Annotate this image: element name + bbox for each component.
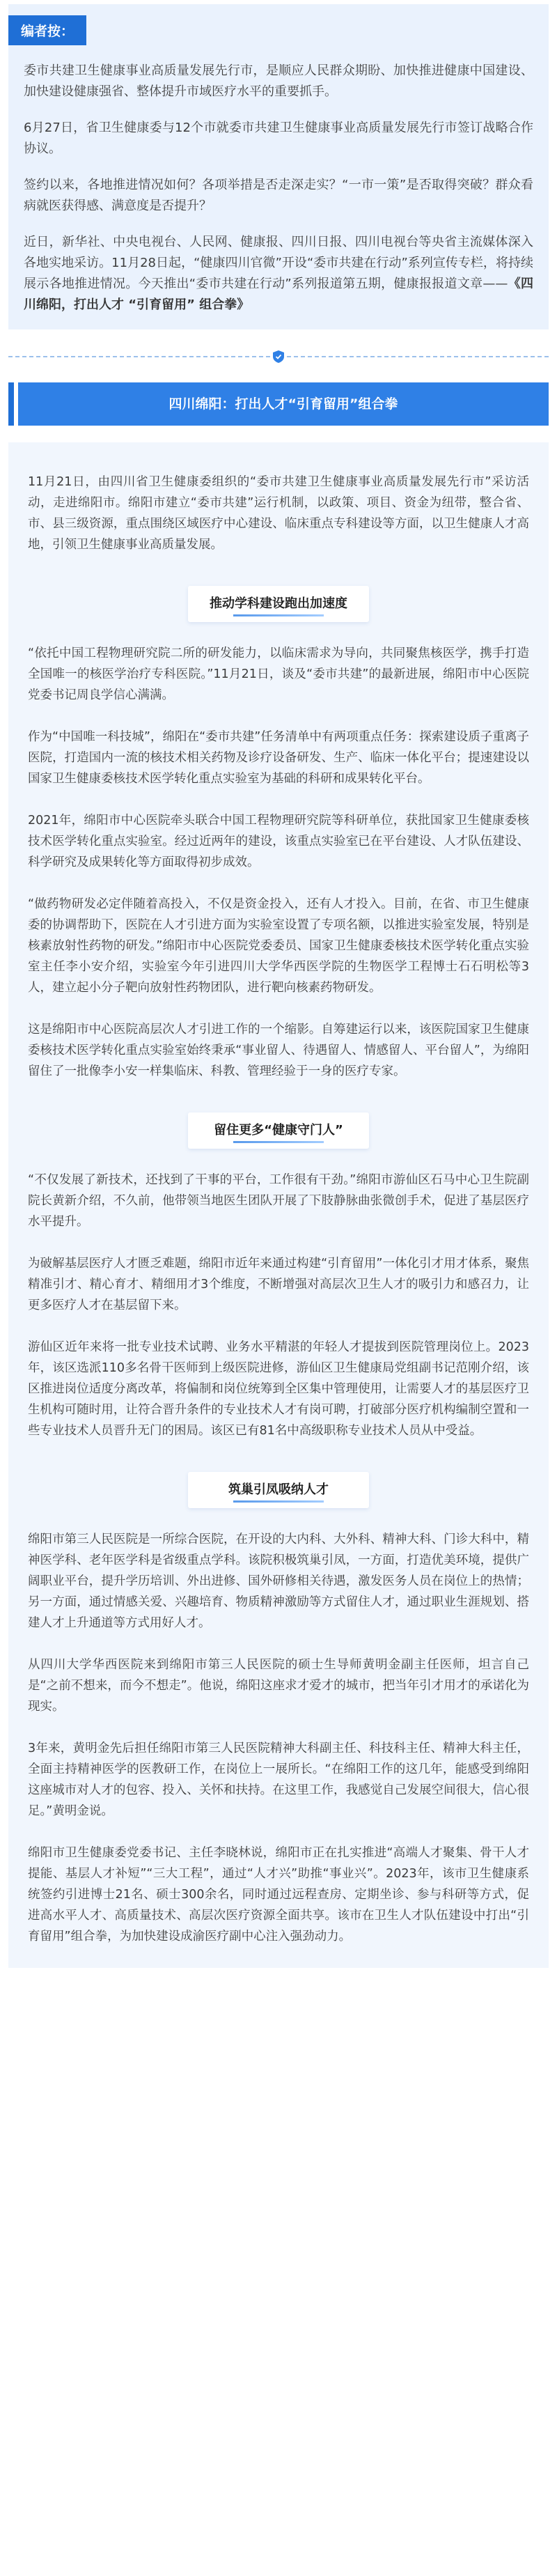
article-paragraph: 作为“中国唯一科技城”，绵阳在“委市共建”任务清单中有两项重点任务：探索建设质子重离子医院，打造国内一流的核技术相关药物及诊疗设备研发、生产、临床一体化平台；提速建设以国家卫生健康委核技术医学转化重点实验室为基础的科研和成果转化平台。: [28, 730, 529, 786]
article-body: [8, 442, 549, 1968]
editor-note-paragraph: 签约以来，各地推进情况如何？各项举措是否走深走实？“一市一策”是否取得突破？群众看病就医获得感、满意度是否提升？: [24, 178, 533, 213]
shield-icon: [271, 349, 286, 364]
section-heading: [188, 1472, 369, 1508]
article-paragraph: “不仅发展了新技术，还找到了干事的平台，工作很有干劲。”绵阳市游仙区石马中心卫生院副院长黄新介绍，不久前，他带领当地医生团队开展了下肢静脉曲张微创手术，促进了基层医疗水平提升。: [28, 1173, 529, 1229]
article-paragraph: 2021年，绵阳市中心医院牵头联合中国工程物理研究院等科研单位，获批国家卫生健康委核技术医学转化重点实验室。经过近两年的建设，该重点实验室已在平台建设、人才队伍建设、科学研究及成果转化等方面取得初步成效。: [28, 814, 529, 869]
article-intro: 11月21日，由四川省卫生健康委组织的“委市共建卫生健康事业高质量发展先行市”采访活动，走进绵阳市。绵阳市建立“委市共建”运行机制，以政策、项目、资金为纽带，整合省、市、县三级资源，重点围绕区域医疗中心建设、临床重点专科建设等方面，以卫生健康人才高地，引领卫生健康事业高质量发展。: [28, 475, 529, 552]
article-paragraph: 游仙区近年来将一批专业技术试聘、业务水平精湛的年轻人才提拔到医院管理岗位上。2023年，该区选派110多名骨干医师到上级医院进修，游仙区卫生健康局党组副书记范刚介绍，该区推进岗位适度分离改革，将偏制和岗位统筹到全区集中管理使用，让需要人才的基层医疗卫生机构可随时用，让符合晋升条件的专业技术人才有岗可聘，打破部分医疗机构编制空置和一些专业技术人员晋升无门的困局。该区已有81名中高级职称专业技术人员从中受益。: [28, 1340, 529, 1438]
editor-note-text: 近日，新华社、中央电视台、人民网、健康报、四川日报、四川电视台等央省主流媒体深入各地实地采访。11月28日起，“健康四川官微”开设“委市共建在行动”系列宣传专栏，将持续展示各地推进情况。今天推出“委市共建在行动”系列报道第五期，健康报报道文章——: [24, 235, 533, 291]
article-paragraph: “做药物研发必定伴随着高投入，不仅是资金投入，还有人才投入。目前，在省、市卫生健康委的协调帮助下，医院在人才引进方面为实验室设置了专项名额，以推进实验室发展，特别是核素放射性药物的研发。”绵阳市中心医院党委委员、国家卫生健康委核技术医学转化重点实验室主任李小安介绍，实验室今年引进四川大学华西医学院的生物医学工程博士石石明松等3人，建立起小分子靶向放射性药物团队，进行靶向核素药物研发。: [28, 897, 529, 995]
section-heading: [188, 586, 369, 622]
heading-underline: [233, 614, 324, 616]
editor-note-paragraph: 6月27日，省卫生健康委与12个市就委市共建卫生健康事业高质量发展先行市签订战略合作协议。: [24, 121, 533, 156]
heading-underline: [233, 1500, 324, 1503]
heading-underline: [233, 1141, 324, 1143]
article-paragraph: 绵阳市卫生健康委党委书记、主任李晓林说，绵阳市正在扎实推进“高端人才聚集、骨干人才提能、基层人才补短”“三大工程”，通过“人才兴”助推“事业兴”。2023年，该市卫生健康系统签约引进博士21名、硕士300余名，同时通过远程查房、定期坐诊、参与科研等方式，促进高水平人才、高质量技术、高层次医疗资源全面共享。该市在卫生人才队伍建设中打出“引育留用”组合拳，为加快建设成渝医疗副中心注入强劲动力。: [28, 1846, 529, 1943]
article-paragraph: 从四川大学华西医院来到绵阳市第三人民医院的硕士生导师黄明金副主任医师，坦言自己是“之前不想来，而今不想走”。他说，绵阳这座求才爱才的城市，把当年引才用才的承诺化为现实。: [28, 1658, 529, 1714]
editor-note-paragraph: 委市共建卫生健康事业高质量发展先行市，是顺应人民群众期盼、加快推进健康中国建设、加快建设健康强省、整体提升市域医疗水平的重要抓手。: [24, 63, 533, 99]
section-divider: [8, 342, 549, 370]
editor-note-article-link[interactable]: 《四川绵阳，打出人才 “引育留用” 组合拳》: [24, 277, 534, 312]
article-page: [0, 4, 557, 1996]
editor-note: [8, 4, 549, 329]
editor-note-tag: 编者按：: [8, 15, 86, 45]
article-title-banner: [8, 382, 549, 426]
banner-accent-bar: [8, 382, 14, 426]
article-paragraph: 为破解基层医疗人才匮乏难题，绵阳市近年来通过构建“引育留用”一体化引才用才体系，聚焦精准引才、精心育才、精细用才3个维度，不断增强对高层次卫生人才的吸引力和感召力，让更多医疗人才在基层留下来。: [28, 1257, 529, 1312]
section-heading-text: 留住更多“健康守门人”: [214, 1123, 343, 1138]
section-heading-text: 推动学科建设跑出加速度: [210, 596, 347, 611]
article-paragraph: “依托中国工程物理研究院二所的研发能力，以临床需求为导向，共同聚焦核医学，携手打造全国唯一的核医学治疗专科医院。”11月21日，谈及“委市共建”的最新进展，绵阳市中心医院党委书记周良学信心满满。: [28, 646, 529, 702]
section-heading-text: 筑巢引凤吸纳人才: [228, 1482, 329, 1497]
article-paragraph: 这是绵阳市中心医院高层次人才引进工作的一个缩影。自筹建运行以来，该医院国家卫生健康委核技术医学转化重点实验室始终秉承“事业留人、待遇留人、情感留人、平台留人”，为绵阳留住了一批像李小安一样集临床、科教、管理经验于一身的医疗专家。: [28, 1023, 529, 1078]
section-heading: [188, 1112, 369, 1149]
editor-note-paragraph: [24, 232, 533, 316]
article-paragraph: 绵阳市第三人民医院是一所综合医院，在开设的大内科、大外科、精神大科、门诊大科中，精神医学科、老年医学科是省级重点学科。该院积极筑巢引凤，一方面，打造优美环境，提供广阔职业平台，提升学历培训、外出进修、国外研修相关待遇，激发医务人员在岗位上的热情；另一方面，通过情感关爱、兴趣培育、物质精神激励等方式留住人才，通过职业生涯规划、搭建人才上升通道等方式用好人才。: [28, 1533, 529, 1630]
article-title: 四川绵阳：打出人才“引育留用”组合拳: [18, 382, 549, 426]
article-paragraph: 3年来，黄明金先后担任绵阳市第三人民医院精神大科副主任、科技科主任、精神大科主任，全面主持精神医学的医教研工作，在岗位上一展所长。“在绵阳工作的这几年，能感受到绵阳这座城市对人才的包容、投入、关怀和扶持。在这里工作，我感觉自己发展空间很大，信心很足。”黄明金说。: [28, 1741, 529, 1818]
